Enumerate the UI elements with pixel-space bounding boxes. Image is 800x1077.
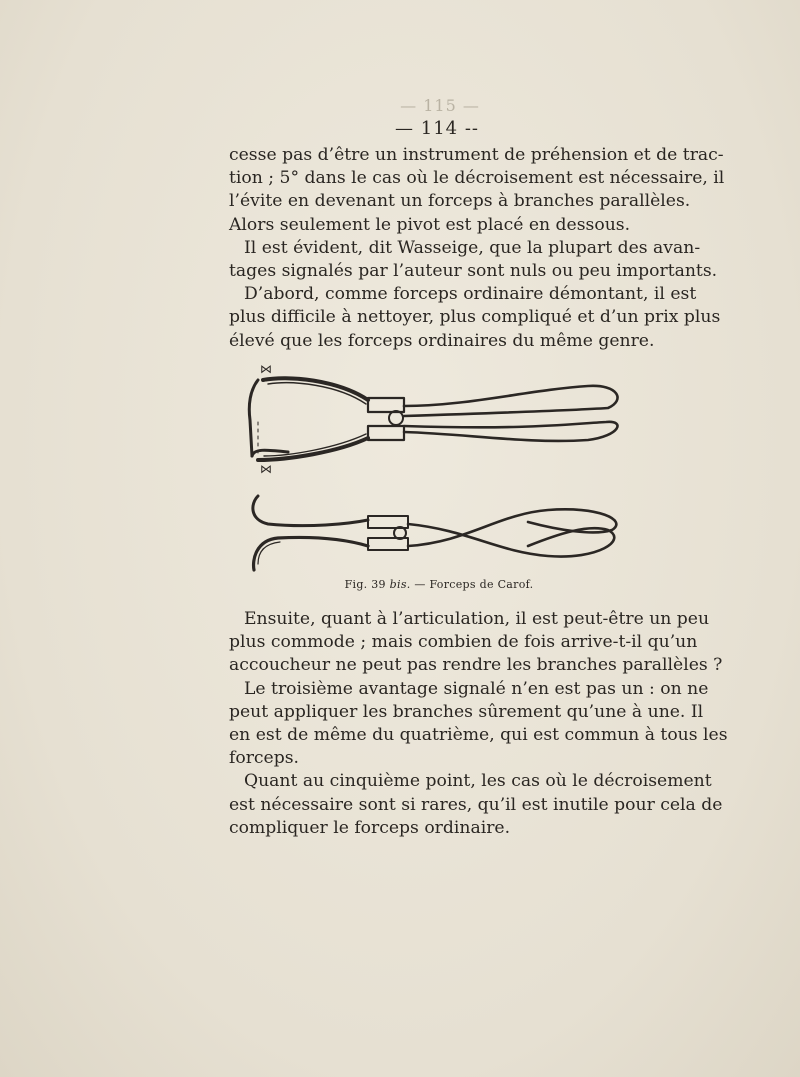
text-line: est nécessaire sont si rares, qu’il est inutile pour cela de: [229, 794, 723, 815]
text-line: Quant au cinquième point, les cas où le décroisement: [244, 771, 712, 792]
text-line: tion ; 5° dans le cas où le décroisement est nécessaire, il: [229, 168, 725, 189]
text-line: plus commode ; mais combien de fois arrive-t-il qu’un: [229, 632, 698, 653]
forceps-illustration: [228, 360, 648, 600]
text-line: Il est évident, dit Wasseige, que la plupart des avan-: [244, 237, 701, 258]
text-block-top: [229, 144, 725, 353]
page-number: — 114 --: [395, 118, 479, 139]
text-line: forceps.: [229, 748, 300, 769]
marker-bottom: ⋈: [260, 462, 272, 476]
text-block-bottom: [229, 608, 728, 840]
text-line: tages signalés par l’auteur sont nuls ou peu importants.: [229, 260, 718, 281]
figure-title: — Forceps de Carof.: [414, 578, 534, 591]
text-line: plus difficile à nettoyer, plus compliqué et d’un prix plus: [229, 307, 721, 328]
text-line: en est de même du quatrième, qui est commun à tous les: [229, 724, 728, 745]
text-line: Alors seulement le pivot est placé en dessous.: [229, 214, 631, 235]
forceps-drawing: [228, 360, 648, 580]
text-line: l’évite en devenant un forceps à branches parallèles.: [229, 191, 691, 212]
figure-suffix: bis.: [389, 578, 411, 591]
text-line: D’abord, comme forceps ordinaire démontant, il est: [244, 284, 697, 305]
text-line: peut appliquer les branches sûrement qu’une à une. Il: [229, 701, 704, 722]
text-line: compliquer le forceps ordinaire.: [229, 817, 511, 838]
text-line: Ensuite, quant à l’articulation, il est peut-être un peu: [244, 609, 710, 629]
marker-top: ⋈: [260, 362, 272, 376]
figure-caption: [229, 578, 649, 591]
figure-label: Fig. 39: [344, 578, 386, 591]
text-line: élevé que les forceps ordinaires du même genre.: [229, 330, 655, 351]
text-line: accoucheur ne peut pas rendre les branches parallèles ?: [229, 655, 723, 676]
forceps-parallel-branches: [249, 378, 617, 460]
text-line: Le troisième avantage signalé n’en est pas un : on ne: [244, 678, 709, 699]
text-line: cesse pas d’être un instrument de préhension et de trac-: [229, 145, 724, 165]
bleed-through-page-number: — 115 —: [400, 96, 480, 115]
forceps-crossed-branches: [253, 496, 616, 570]
